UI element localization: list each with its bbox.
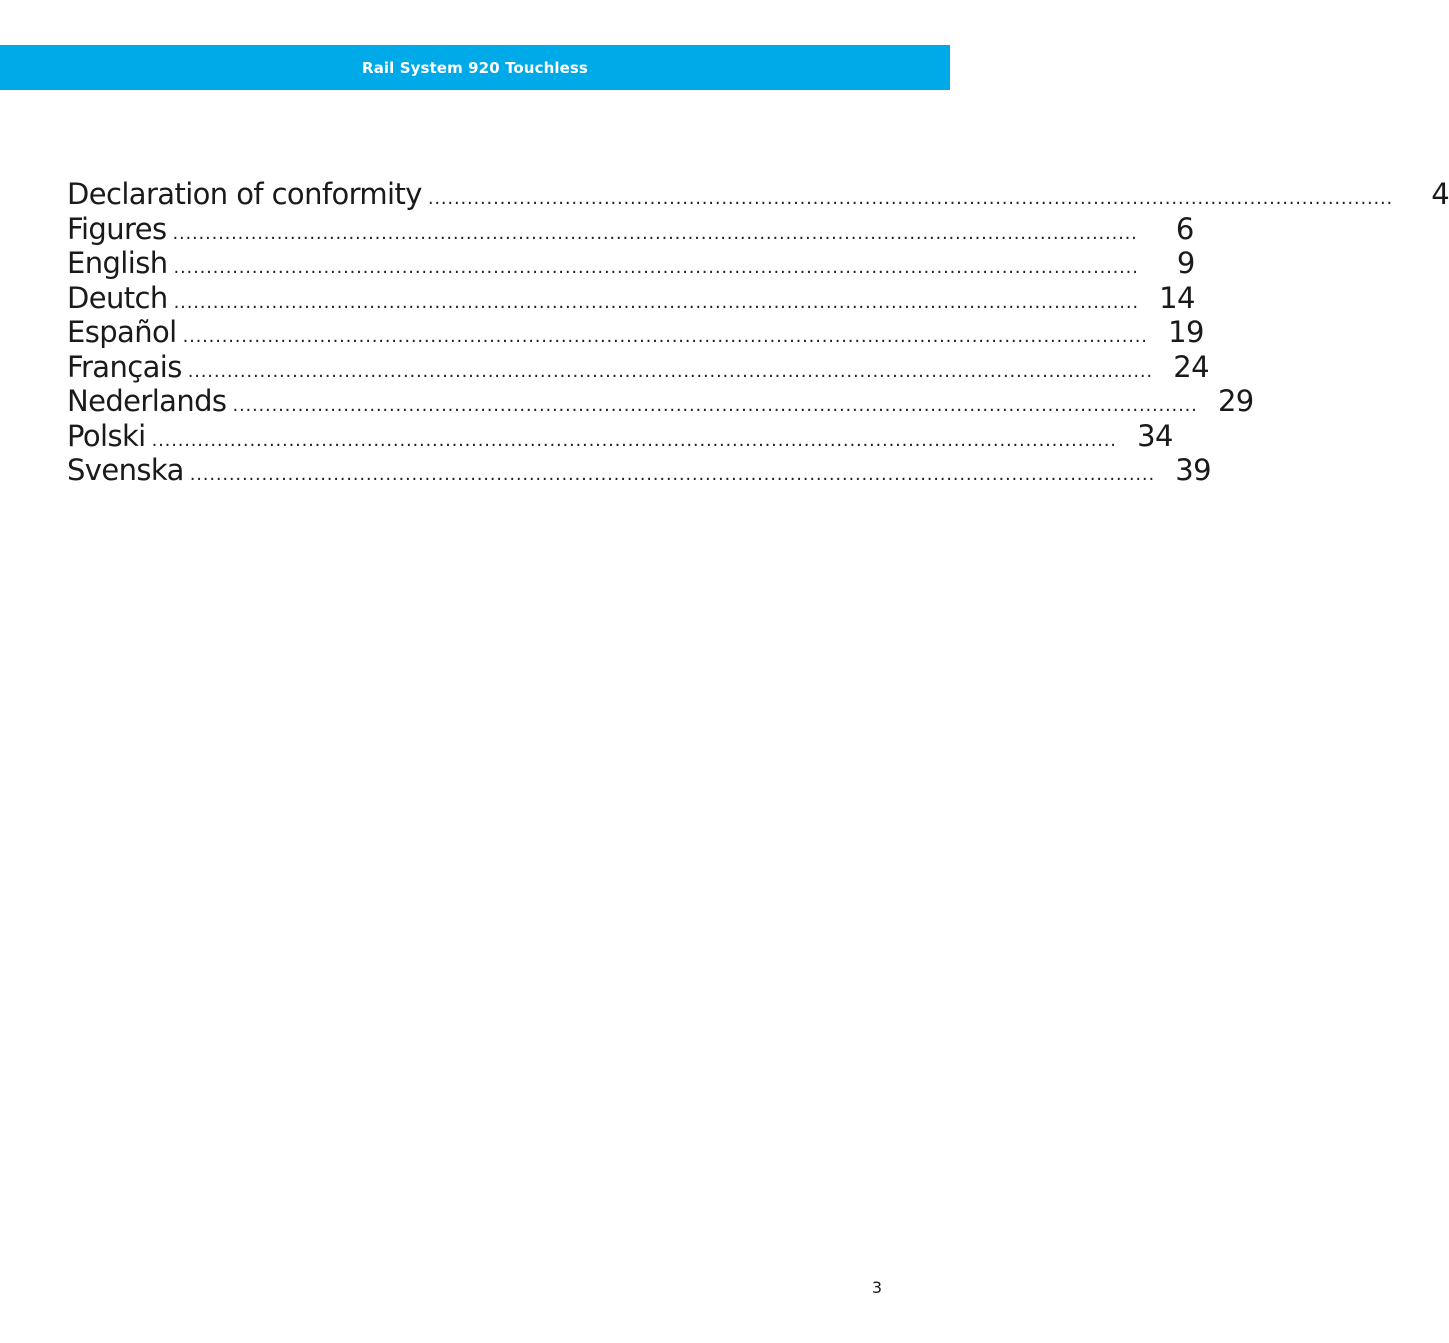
toc-entry-polski[interactable] bbox=[67, 418, 1173, 454]
page-number: 3 bbox=[871, 1278, 882, 1297]
toc-entry-label: Deutch bbox=[67, 280, 168, 315]
header-band bbox=[0, 45, 950, 90]
toc-entry-label: Français bbox=[67, 349, 182, 384]
table-of-contents bbox=[67, 177, 1449, 488]
dot-leader: .................................................................................................................................................... bbox=[187, 360, 1153, 382]
toc-entry-label: Declaration of conformity bbox=[67, 177, 422, 211]
dot-leader: .................................................................................................................................................... bbox=[232, 395, 1198, 416]
toc-entry-english[interactable] bbox=[67, 246, 1195, 281]
toc-entry-deutch[interactable] bbox=[67, 280, 1195, 316]
toc-entry-label: English bbox=[67, 246, 168, 280]
toc-entry-page: 9 bbox=[1176, 246, 1195, 280]
document-title: Rail System 920 Touchless bbox=[362, 58, 588, 77]
toc-entry-page: 34 bbox=[1137, 418, 1173, 453]
toc-entry-francais[interactable] bbox=[67, 349, 1209, 385]
toc-entry-label: Svenska bbox=[67, 453, 184, 487]
dot-leader: .................................................................................................................................................... bbox=[172, 222, 1138, 244]
dot-leader: .................................................................................................................................................... bbox=[173, 291, 1139, 313]
toc-entry-page: 6 bbox=[1175, 211, 1194, 246]
toc-entry-label: Figures bbox=[67, 211, 167, 246]
toc-entry-figures[interactable] bbox=[67, 211, 1194, 247]
dot-leader: .................................................................................................................................................... bbox=[151, 429, 1117, 451]
toc-entry-svenska[interactable] bbox=[67, 453, 1211, 488]
toc-entry-label: Polski bbox=[67, 418, 146, 453]
toc-entry-page: 19 bbox=[1168, 315, 1204, 349]
toc-entry-label: Nederlands bbox=[67, 384, 227, 418]
toc-entry-label: Español bbox=[67, 315, 177, 349]
toc-entry-page: 24 bbox=[1173, 349, 1209, 384]
toc-entry-page: 14 bbox=[1159, 280, 1195, 315]
dot-leader: .................................................................................................................................................... bbox=[189, 464, 1155, 485]
toc-entry-espanol[interactable] bbox=[67, 315, 1204, 350]
toc-entry-page: 4 bbox=[1431, 177, 1449, 211]
dot-leader: .................................................................................................................................................... bbox=[427, 188, 1394, 209]
toc-entry-page: 29 bbox=[1217, 384, 1254, 418]
toc-entry-declaration[interactable] bbox=[67, 177, 1449, 212]
toc-entry-page: 39 bbox=[1175, 453, 1211, 487]
dot-leader: .................................................................................................................................................... bbox=[182, 326, 1148, 347]
toc-entry-nederlands[interactable] bbox=[67, 384, 1254, 419]
dot-leader: .................................................................................................................................................... bbox=[173, 257, 1139, 278]
